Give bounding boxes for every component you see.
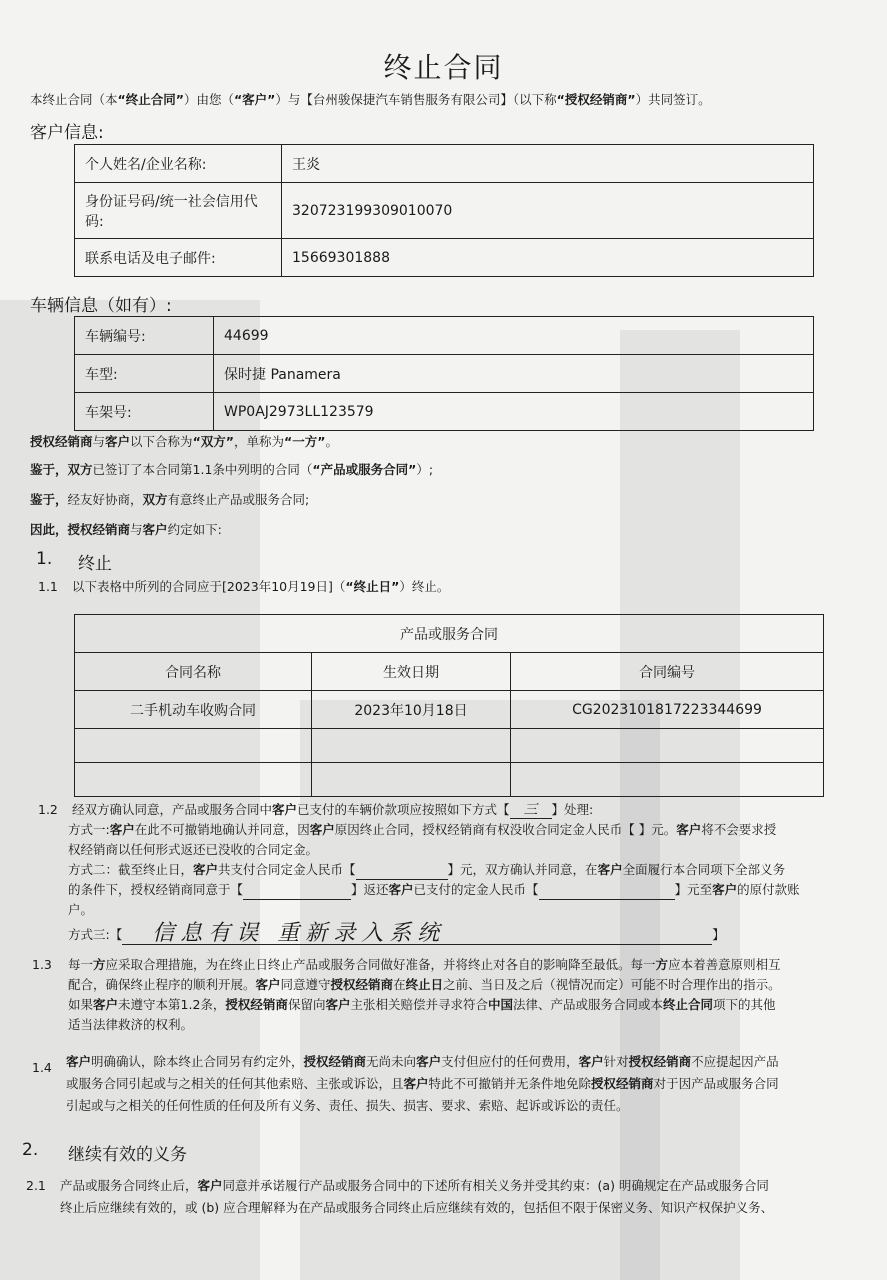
table-cell xyxy=(312,763,511,797)
table-row xyxy=(75,183,814,239)
table-row xyxy=(75,763,824,797)
clause13-line3: 如果客户未遵守本第1.2条，授权经销商保留向客户主张相关赔偿并寻求符合中国法律、产品或服务合同或本终止合同项下的其他 xyxy=(68,997,776,1012)
parties-line: 授权经销商与客户以下合称为“双方”，单称为“一方”。 xyxy=(30,434,338,449)
handwritten-choice: 三 xyxy=(510,802,552,819)
table-cell xyxy=(75,729,312,763)
vin-value: WP0AJ2973LL123579 xyxy=(214,393,814,431)
vin-label: 车架号: xyxy=(75,393,214,431)
customer-info-table xyxy=(74,144,814,277)
document-title: 终止合同 xyxy=(383,51,504,84)
customer-info-heading: 客户信息: xyxy=(30,123,104,143)
clause21-number: 2.1 xyxy=(26,1178,46,1193)
customer-id-label: 身份证号码/统一社会信用代码: xyxy=(75,183,282,239)
table-row xyxy=(75,729,824,763)
intro-paragraph: 本终止合同（本“终止合同”）由您（“客户”）与【台州骏保捷汽车销售服务有限公司】（以下称“授权经销商”）共同签订。 xyxy=(30,92,711,107)
vehicle-info-heading: 车辆信息（如有）: xyxy=(30,296,172,316)
table-row xyxy=(75,145,814,183)
clause21-line2: 终止后应继续有效的，或 (b) 应合理解释为在产品或服务合同终止后应继续有效的，包括但不限于保密义务、知识产权保护义务、 xyxy=(60,1200,774,1215)
column-header: 合同编号 xyxy=(511,653,824,691)
table-row xyxy=(75,615,824,653)
table-cell xyxy=(511,729,824,763)
customer-name-value: 王炎 xyxy=(282,145,814,183)
clause11-number: 1.1 xyxy=(38,579,58,594)
method2-line3: 户。 xyxy=(68,902,94,917)
vehicle-model-label: 车型: xyxy=(75,355,214,393)
vehicle-number-value: 44699 xyxy=(214,317,814,355)
method1-line2: 权经销商以任何形式返还已没收的合同定金。 xyxy=(68,842,319,857)
clause14-line2: 或服务合同引起或与之相关的任何其他索赔、主张或诉讼，且客户特此不可撤销并无条件地免除授权经销商对于因产品或服务合同 xyxy=(66,1076,779,1091)
section2-number: 2. xyxy=(22,1140,39,1160)
vehicle-info-table xyxy=(74,316,814,431)
clause12-number: 1.2 xyxy=(38,802,58,817)
section1-title: 终止 xyxy=(78,554,112,574)
customer-id-value: 320723199309010070 xyxy=(282,183,814,239)
clause14-line3: 引起或与之相关的任何性质的任何及所有义务、责任、损失、损害、要求、索赔、起诉或诉讼的责任。 xyxy=(66,1098,629,1113)
clause14-line1: 客户明确确认，除本终止合同另有约定外，授权经销商无尚未向客户支付但应付的任何费用，客户针对授权经销商不应提起因产品 xyxy=(66,1054,779,1069)
table-row xyxy=(75,691,824,729)
table-cell xyxy=(511,763,824,797)
customer-contact-label: 联系电话及电子邮件: xyxy=(75,239,282,277)
contract-date-cell: 2023年10月18日 xyxy=(312,691,511,729)
clause13-line4: 适当法律救济的权利。 xyxy=(68,1017,194,1032)
whereas-line-1: 鉴于，双方已签订了本合同第1.1条中列明的合同（“产品或服务合同”）; xyxy=(30,462,434,477)
table-row xyxy=(75,317,814,355)
table-cell xyxy=(312,729,511,763)
clause13-number: 1.3 xyxy=(32,957,52,972)
section2-title: 继续有效的义务 xyxy=(68,1145,187,1165)
table-row xyxy=(75,239,814,277)
clause12-intro: 经双方确认同意，产品或服务合同中客户已支付的车辆价款项应按照如下方式【 三 】处理: xyxy=(72,802,594,818)
method2-line2: 的条件下，授权经销商同意于【 】返还客户已支付的定金人民币【 】元至客户的原付款账 xyxy=(68,880,800,900)
contract-table xyxy=(74,614,824,797)
clause11-text: 以下表格中所列的合同应于[2023年10月19日]（“终止日”）终止。 xyxy=(72,579,450,594)
section1-number: 1. xyxy=(36,549,53,569)
method2-line1: 方式二：截至终止日，客户共支付合同定金人民币【 】元，双方确认并同意，在客户全面履行本合同项下全部义务 xyxy=(68,860,785,880)
therefore-line: 因此，授权经销商与客户约定如下: xyxy=(30,522,222,537)
table-row xyxy=(75,355,814,393)
vehicle-number-label: 车辆编号: xyxy=(75,317,214,355)
table-row xyxy=(75,393,814,431)
contract-table-caption: 产品或服务合同 xyxy=(75,615,824,653)
table-row xyxy=(75,653,824,691)
clause21-line1: 产品或服务合同终止后，客户同意并承诺履行产品或服务合同中的下述所有相关义务并受其约束：(a) 明确规定在产品或服务合同 xyxy=(60,1178,769,1193)
customer-contact-value: 15669301888 xyxy=(282,239,814,277)
customer-name-label: 个人姓名/企业名称: xyxy=(75,145,282,183)
clause13-line2: 配合，确保终止程序的顺利开展。客户同意遵守授权经销商在终止日之前、当日及之后（视情况而定）可能不时合理作出的指示。 xyxy=(68,977,781,992)
vehicle-model-value: 保时捷 Panamera xyxy=(214,355,814,393)
contract-number-cell: CG2023101817223344699 xyxy=(511,691,824,729)
table-cell xyxy=(75,763,312,797)
method1-line1: 方式一:客户在此不可撤销地确认并同意，因客户原因终止合同，授权经销商有权没收合同定金人民币【 】元。客户将不会要求授 xyxy=(68,822,777,837)
column-header: 合同名称 xyxy=(75,653,312,691)
column-header: 生效日期 xyxy=(312,653,511,691)
handwritten-note: 信息有误 重新录入系统 xyxy=(122,924,712,945)
clause14-number: 1.4 xyxy=(32,1060,52,1075)
clause13-line1: 每一方应采取合理措施，为在终止日终止产品或服务合同做好准备，并将终止对各自的影响降至最低。每一方应本着善意原则相互 xyxy=(68,957,781,972)
whereas-line-2: 鉴于，经友好协商，双方有意终止产品或服务合同; xyxy=(30,492,310,507)
method3-line: 方式三:【 信息有误 重新录入系统 】 xyxy=(68,921,725,946)
contract-name-cell: 二手机动车收购合同 xyxy=(75,691,312,729)
